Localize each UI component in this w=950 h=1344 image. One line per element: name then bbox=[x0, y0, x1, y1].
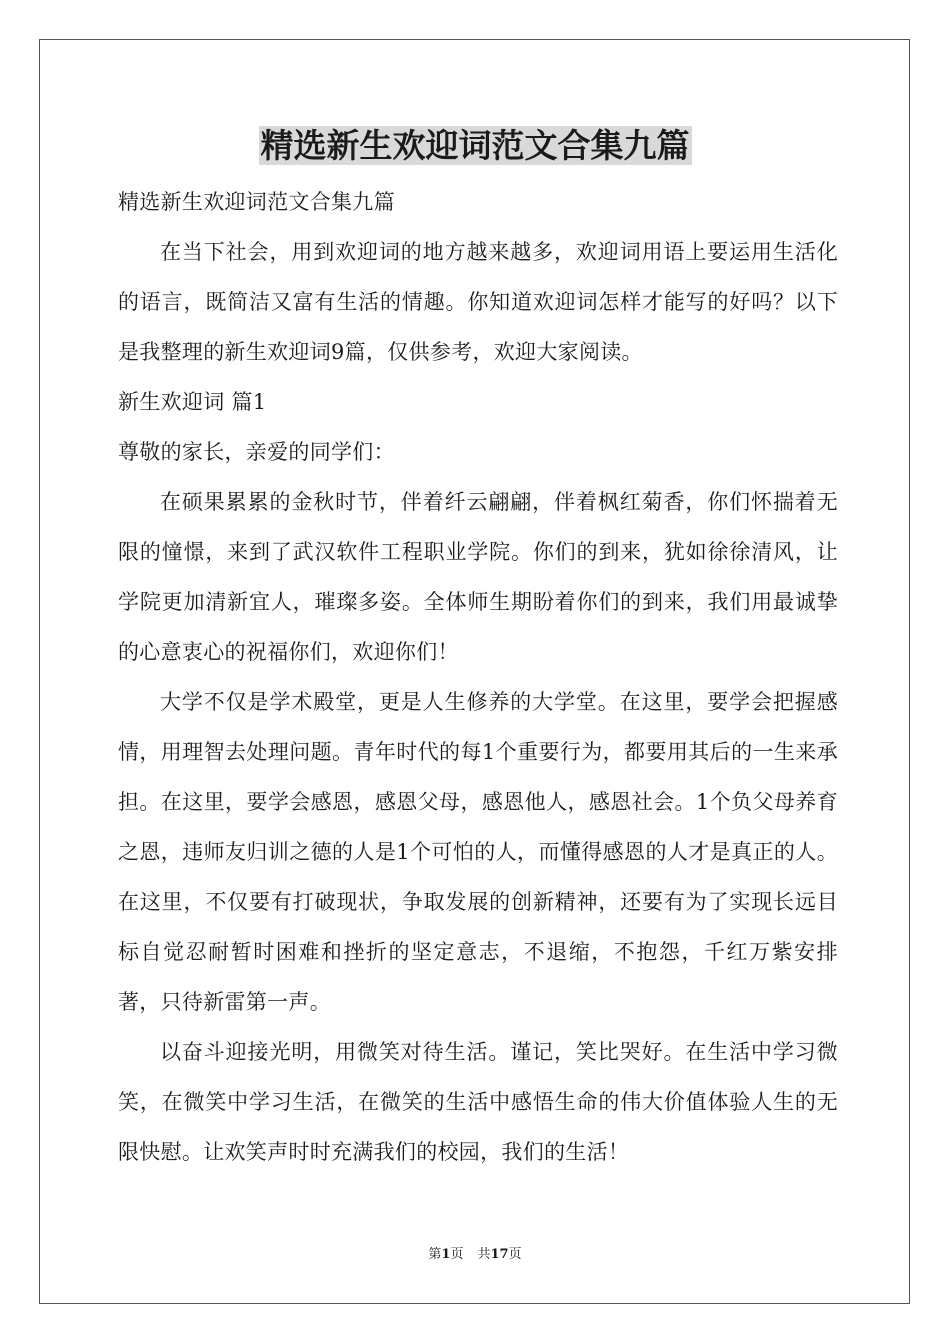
paragraph-salutation: 尊敬的家长，亲爱的同学们： bbox=[118, 440, 395, 464]
document-title bbox=[0, 124, 950, 168]
page-footer bbox=[0, 1245, 950, 1265]
paragraph-welcome: 在硕果累累的金秋时节，伴着纤云翩翩，伴着枫红菊香，你们怀揣着无限的憧憬，来到了武汉软件工程职业学院。你们的到来，犹如徐徐清风，让学院更加清新宜人，璀璨多姿。全体师生期盼着你们的到来，我们用最诚挚的心意衷心的祝福你们，欢迎你们！ bbox=[118, 490, 838, 664]
paragraph-subtitle: 精选新生欢迎词范文合集九篇 bbox=[118, 190, 395, 214]
document-body bbox=[118, 177, 838, 1177]
footer-page-prefix: 第 bbox=[428, 1247, 442, 1262]
footer-total-prefix: 共 bbox=[477, 1247, 491, 1262]
paragraph-university: 大学不仅是学术殿堂，更是人生修养的大学堂。在这里，要学会把握感情，用理智去处理问题。青年时代的每1个重要行为，都要用其后的一生来承担。在这里，要学会感恩，感恩父母，感恩他人，感恩社会。1个负父母养育之恩，违师友归训之德的人是1个可怕的人，而懂得感恩的人才是真正的人。在这里，不仅要有打破现状，争取发展的创新精神，还要有为了实现长远目标自觉忍耐暂时困难和挫折的坚定意志，不退缩，不抱怨，千红万紫安排著，只待新雷第一声。 bbox=[118, 690, 838, 1014]
footer-total-unit: 页 bbox=[508, 1247, 522, 1262]
document-title-text: 精选新生欢迎词范文合集九篇 bbox=[260, 126, 690, 165]
footer-page-unit: 页 bbox=[450, 1247, 464, 1262]
footer-page-current: 1 bbox=[441, 1247, 451, 1262]
paragraph-smile: 以奋斗迎接光明，用微笑对待生活。谨记，笑比哭好。在生活中学习微笑，在微笑中学习生活，在微笑的生活中感悟生命的伟大价值体验人生的无限快慰。让欢笑声时时充满我们的校园，我们的生活！ bbox=[118, 1040, 838, 1164]
paragraph-intro: 在当下社会，用到欢迎词的地方越来越多，欢迎词用语上要运用生活化的语言，既简洁又富有生活的情趣。你知道欢迎词怎样才能写的好吗？以下是我整理的新生欢迎词9篇，仅供参考，欢迎大家阅读。 bbox=[118, 240, 838, 364]
section-heading: 新生欢迎词 篇1 bbox=[118, 390, 267, 414]
footer-page-total: 17 bbox=[490, 1247, 509, 1262]
